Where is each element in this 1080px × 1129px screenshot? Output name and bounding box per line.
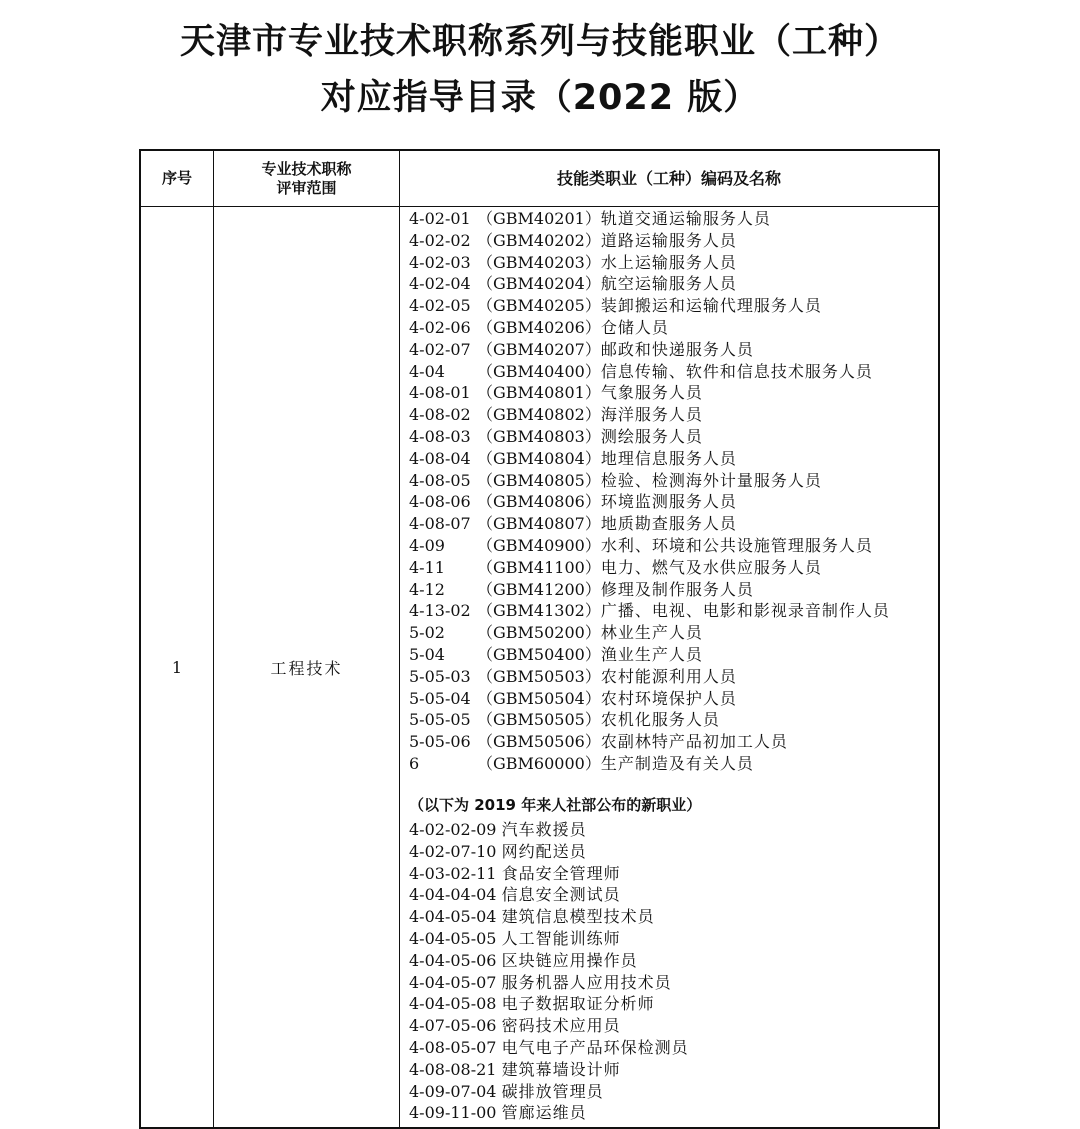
list-item [409, 557, 939, 579]
occupation-gbm: （GBM50200） [477, 623, 601, 643]
new-occupation-name: 碳排放管理员 [501, 1081, 604, 1101]
occupation-name: 装卸搬运和运输代理服务人员 [600, 296, 822, 316]
occupation-name: 气象服务人员 [600, 383, 703, 403]
list-item [409, 579, 939, 601]
list-item [409, 1059, 689, 1081]
occupation-name: 信息传输、软件和信息技术服务人员 [600, 361, 873, 381]
list-item [409, 295, 939, 317]
occupation-gbm: （GBM40204） [477, 274, 601, 294]
occupation-name: 道路运输服务人员 [600, 230, 737, 250]
occupation-gbm: （GBM41200） [477, 579, 601, 599]
occupation-code: 6 [409, 753, 420, 773]
occupation-code: 4-02-07 [409, 339, 471, 359]
new-occupation-code: 4-02-07-10 [409, 841, 497, 861]
occupation-code: 4-02-05 [409, 296, 471, 316]
list-item [409, 470, 939, 492]
occupation-name: 农村能源利用人员 [600, 666, 737, 686]
occupation-name: 地质勘查服务人员 [600, 514, 737, 534]
list-item [409, 382, 939, 404]
list-item [409, 1015, 689, 1037]
list-item [409, 622, 939, 644]
occupation-code: 5-05-03 [409, 666, 471, 686]
list-item [409, 426, 939, 448]
occupation-name: 修理及制作服务人员 [600, 579, 754, 599]
occupation-gbm: （GBM40807） [477, 514, 601, 534]
occupation-name: 电力、燃气及水供应服务人员 [600, 557, 822, 577]
list-item [409, 819, 689, 841]
list-item [409, 688, 939, 710]
occupation-code: 4-02-06 [409, 317, 471, 337]
occupation-name: 农副林特产品初加工人员 [600, 732, 788, 752]
list-item [409, 666, 939, 688]
list-item [409, 753, 939, 775]
occupation-gbm: （GBM50505） [477, 710, 601, 730]
occupation-name: 渔业生产人员 [600, 644, 703, 664]
new-occupation-code: 4-09-11-00 [409, 1103, 497, 1123]
occupation-code: 4-09 [409, 535, 445, 555]
list-item [409, 230, 939, 252]
new-occupation-code: 4-07-05-06 [409, 1016, 497, 1036]
new-occupation-code: 4-04-05-04 [409, 907, 497, 927]
occupation-name: 生产制造及有关人员 [600, 753, 754, 773]
occupation-gbm: （GBM40203） [477, 252, 601, 272]
occupation-gbm: （GBM41302） [477, 601, 601, 621]
new-occupations-heading: （以下为 2019 年来人社部公布的新职业） [409, 796, 702, 814]
occupation-gbm: （GBM60000） [477, 753, 601, 773]
list-item [409, 252, 939, 274]
occupation-table [139, 149, 940, 1129]
list-item [409, 448, 939, 470]
occupation-name: 轨道交通运输服务人员 [600, 209, 771, 228]
new-occupation-name: 建筑幕墙设计师 [501, 1059, 621, 1079]
occupation-gbm: （GBM40400） [477, 361, 601, 381]
new-occupation-name: 服务机器人应用技术员 [501, 972, 672, 992]
occupation-gbm: （GBM40205） [477, 296, 601, 316]
new-occupation-name: 网约配送员 [501, 841, 587, 861]
list-item [409, 709, 939, 731]
occupation-gbm: （GBM40801） [477, 383, 601, 403]
list-item [409, 841, 689, 863]
list-item [409, 317, 939, 339]
occupation-name: 林业生产人员 [600, 623, 703, 643]
occupation-gbm: （GBM40201） [477, 209, 601, 228]
header-scope [214, 151, 399, 206]
list-item [409, 863, 689, 885]
occupation-gbm: （GBM41100） [477, 557, 601, 577]
occupation-code: 4-13-02 [409, 601, 471, 621]
list-item [409, 972, 689, 994]
document-title-line-1: 天津市专业技术职称系列与技能职业（工种） [179, 22, 900, 62]
occupation-code: 4-08-06 [409, 492, 471, 512]
new-occupation-code: 4-02-02-09 [409, 820, 497, 839]
occupation-gbm: （GBM40806） [477, 492, 601, 512]
occupation-code: 4-02-02 [409, 230, 471, 250]
occupation-gbm: （GBM40207） [477, 339, 601, 359]
occupation-gbm: （GBM50504） [477, 688, 601, 708]
new-occupation-name: 人工智能训练师 [501, 928, 621, 948]
list-item [409, 1081, 689, 1103]
occupation-name: 农机化服务人员 [600, 710, 720, 730]
new-occupation-name: 信息安全测试员 [501, 885, 621, 905]
occupation-gbm: （GBM40802） [477, 405, 601, 425]
occupation-gbm: （GBM40202） [477, 230, 601, 250]
new-occupation-name: 汽车救援员 [501, 820, 587, 839]
occupation-gbm: （GBM40805） [477, 470, 601, 490]
list-item [409, 928, 689, 950]
new-occupation-code: 4-04-05-06 [409, 950, 497, 970]
occupation-name: 海洋服务人员 [600, 405, 703, 425]
new-occupation-code: 4-03-02-11 [409, 863, 497, 883]
new-occupation-name: 食品安全管理师 [501, 863, 621, 883]
occupation-name: 仓储人员 [600, 317, 669, 337]
new-occupation-code: 4-04-05-05 [409, 928, 497, 948]
header-seq: 序号 [161, 169, 192, 187]
occupation-name: 地理信息服务人员 [600, 448, 737, 468]
occupation-gbm: （GBM50503） [477, 666, 601, 686]
new-occupation-code: 4-04-04-04 [409, 885, 497, 905]
row-scope: 工程技术 [270, 658, 343, 678]
occupation-code: 5-05-06 [409, 732, 471, 752]
occupation-code: 4-04 [409, 361, 445, 381]
new-occupation-name: 密码技术应用员 [501, 1016, 621, 1036]
occupation-gbm: （GBM40803） [477, 426, 601, 446]
occupation-code: 4-12 [409, 579, 445, 599]
new-occupation-list [409, 819, 689, 1124]
list-item [409, 273, 939, 295]
new-occupation-name: 管廊运维员 [501, 1103, 587, 1123]
occupation-code: 4-02-03 [409, 252, 471, 272]
new-occupation-code: 4-08-05-07 [409, 1037, 497, 1057]
row-seq: 1 [171, 657, 183, 677]
list-item [409, 361, 939, 383]
list-item [409, 906, 689, 928]
occupation-code: 5-05-05 [409, 710, 471, 730]
list-item [409, 404, 939, 426]
occupation-code: 4-08-07 [409, 514, 471, 534]
list-item [409, 513, 939, 535]
header-scope-line-2: 评审范围 [276, 178, 337, 197]
occupation-code: 4-08-02 [409, 405, 471, 425]
occupation-gbm: （GBM40804） [477, 448, 601, 468]
occupation-code: 5-04 [409, 644, 445, 664]
new-occupation-code: 4-08-08-21 [409, 1059, 497, 1079]
new-occupation-name: 区块链应用操作员 [501, 950, 638, 970]
occupation-code: 4-08-01 [409, 383, 471, 403]
new-occupation-name: 建筑信息模型技术员 [501, 907, 655, 927]
list-item [409, 644, 939, 666]
occupation-gbm: （GBM50506） [477, 732, 601, 752]
list-item [409, 491, 939, 513]
occupation-name: 航空运输服务人员 [600, 274, 737, 294]
occupation-name: 农村环境保护人员 [600, 688, 737, 708]
occupation-gbm: （GBM40900） [477, 535, 601, 555]
new-occupation-code: 4-09-07-04 [409, 1081, 497, 1101]
header-scope-line-1: 专业技术职称 [261, 159, 352, 178]
list-item [409, 208, 939, 230]
list-item [409, 731, 939, 753]
list-item [409, 884, 689, 906]
list-item [409, 993, 689, 1015]
new-occupation-name: 电气电子产品环保检测员 [501, 1037, 689, 1057]
occupation-name: 水上运输服务人员 [600, 252, 737, 272]
occupation-name: 环境监测服务人员 [600, 492, 737, 512]
list-item [409, 339, 939, 361]
list-item [409, 950, 689, 972]
occupation-code: 4-08-04 [409, 448, 471, 468]
list-item [409, 535, 939, 557]
list-item [409, 1037, 689, 1059]
header-occupation: 技能类职业（工种）编码及名称 [556, 169, 781, 188]
occupation-name: 邮政和快递服务人员 [600, 339, 754, 359]
new-occupation-name: 电子数据取证分析师 [501, 994, 655, 1014]
occupation-code: 4-02-04 [409, 274, 471, 294]
list-item [409, 600, 939, 622]
column-divider [399, 151, 400, 1127]
occupation-code: 4-02-01 [409, 209, 471, 228]
occupation-name: 广播、电视、电影和影视录音制作人员 [600, 601, 890, 621]
document-title-line-2: 对应指导目录（2022 版） [320, 78, 760, 118]
occupation-name: 水利、环境和公共设施管理服务人员 [600, 535, 873, 555]
occupation-code: 4-11 [409, 557, 445, 577]
occupation-gbm: （GBM50400） [477, 644, 601, 664]
occupation-code: 4-08-03 [409, 426, 471, 446]
occupation-code: 5-02 [409, 623, 445, 643]
occupation-list [409, 208, 939, 775]
occupation-name: 测绘服务人员 [600, 426, 703, 446]
occupation-code: 4-08-05 [409, 470, 471, 490]
occupation-gbm: （GBM40206） [477, 317, 601, 337]
new-occupation-code: 4-04-05-07 [409, 972, 497, 992]
occupation-code: 5-05-04 [409, 688, 471, 708]
new-occupation-code: 4-04-05-08 [409, 994, 497, 1014]
occupation-name: 检验、检测海外计量服务人员 [600, 470, 822, 490]
